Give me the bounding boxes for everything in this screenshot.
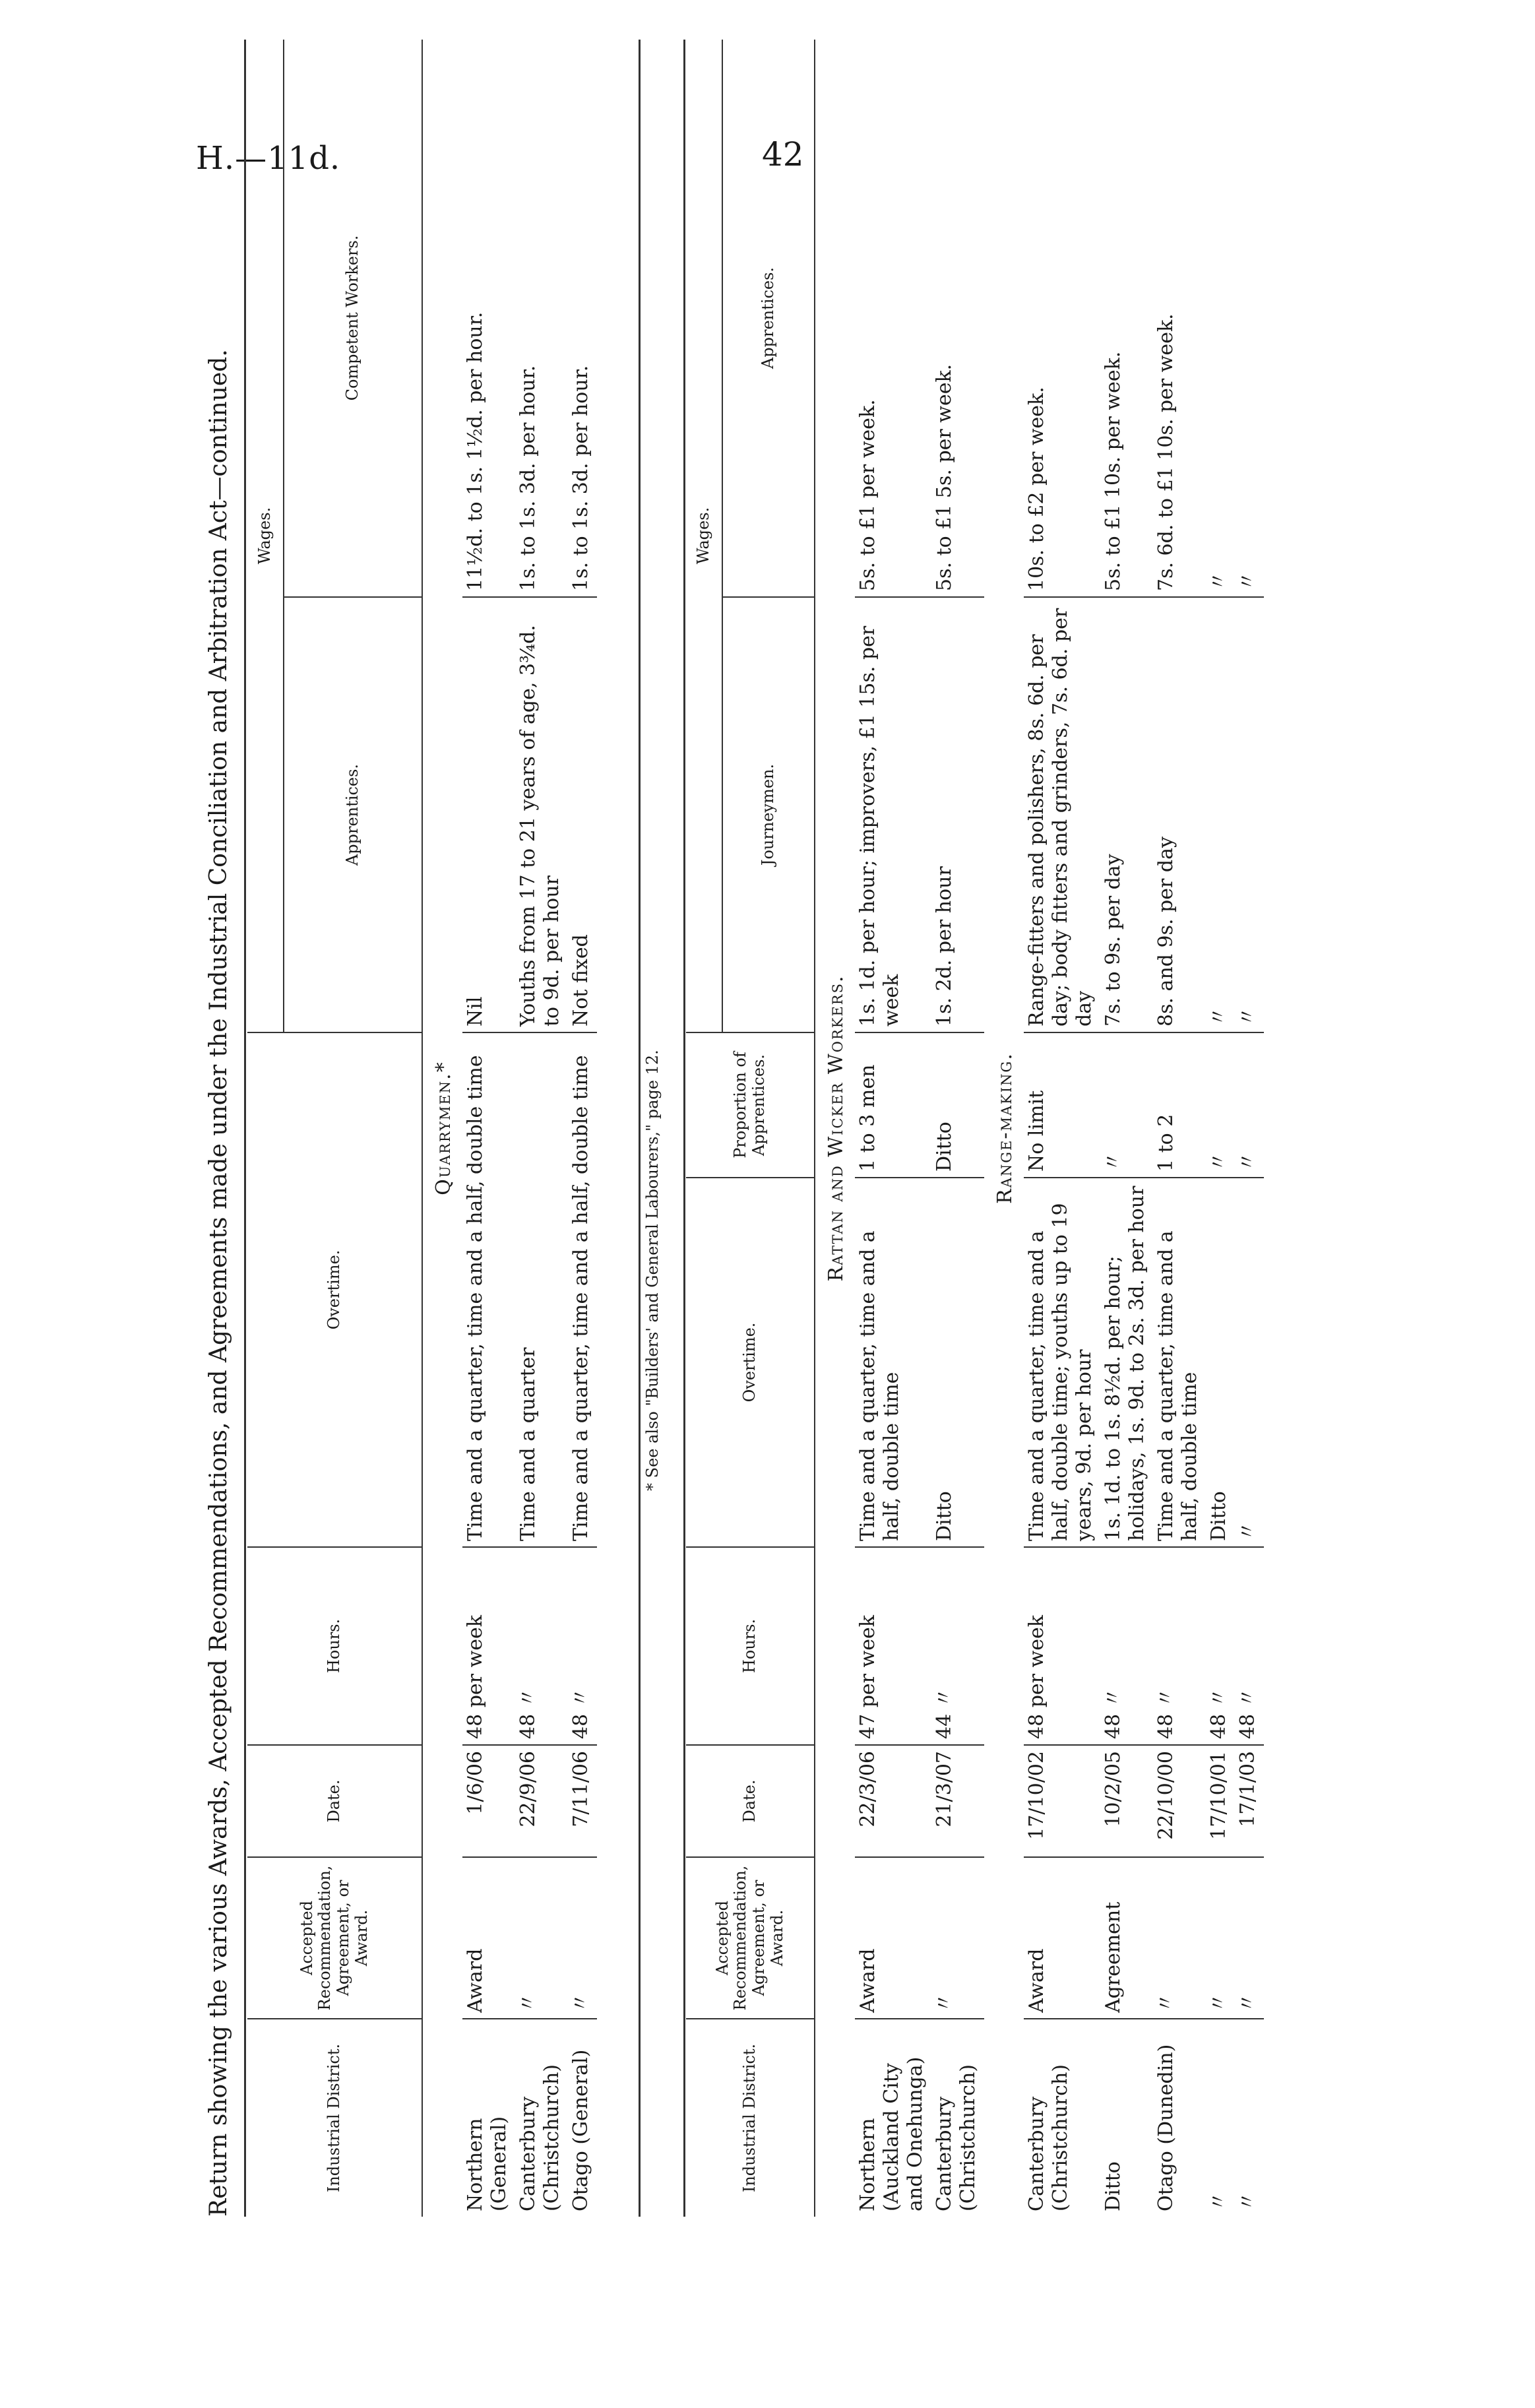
rule [244, 40, 246, 2217]
col-hours: Hours. [686, 1547, 815, 1745]
col-proportion-apprentices: Proportion of Apprentices. [686, 1032, 815, 1178]
col-industrial-district: Industrial District. [686, 2019, 815, 2217]
table-title: Return showing the various Awards, Accepted Recommendations, and Agreements made under the Industrial Conciliation and Arbitration Act—continued. [205, 349, 232, 2217]
table-row: 〃 〃 17/10/01 48 〃 Ditto 〃 〃 〃 [1206, 40, 1235, 2217]
col-apprentices: Apprentices. [284, 597, 422, 1032]
page-number: 42 [762, 135, 804, 174]
table-row: Ditto Agreement 10/2/05 48 〃 1s. 1d. to 1s. 8½d. per hour; holidays, 1s. 9d. to 2s. 3d. per hour 〃 7s. to 9s. per day 5s. to £1 10s. per week. [1100, 40, 1153, 2217]
col-journeymen: Journeymen. [722, 597, 815, 1032]
rattan-range-table [686, 40, 1264, 2217]
table-row: Canterbury (Christchurch) 〃 22/9/06 48 〃 Time and a quarter Youths from 17 to 21 years of age, 3¾d. to 9d. per hour 1s. to 1s. 3d. per hour. [515, 40, 568, 2217]
col-wages: Wages. [686, 40, 722, 1032]
quarrymen-table [247, 40, 597, 2217]
col-kind: Accepted Recommendation, Agreement, or Award. [247, 1857, 422, 2019]
table-row: Northern (General) Award 1/6/06 48 per week Time and a quarter, time and a half, double time Nil 11½d. to 1s. 1½d. per hour. [462, 40, 515, 2217]
col-overtime: Overtime. [686, 1178, 815, 1547]
col-industrial-district: Industrial District. [247, 2019, 422, 2217]
section-rattan-wicker: Rattan and Wicker Workers. [825, 974, 848, 1282]
col-hours: Hours. [247, 1547, 422, 1745]
footnote: * See also "Builders' and General Labourers," page 12. [643, 1050, 662, 1491]
table-row: 〃 〃 17/1/03 48 〃 〃 〃 〃 〃 [1235, 40, 1264, 2217]
section-quarrymen: Quarrymen.* [432, 1061, 455, 1195]
col-competent-workers: Competent Workers. [284, 40, 422, 597]
document-reference: H.—11d. [196, 140, 341, 177]
rule [683, 40, 685, 2217]
rotated-table-sheet [198, 40, 1280, 2217]
col-kind: Accepted Recommendation, Agreement, or Award. [686, 1857, 815, 2019]
col-date: Date. [247, 1745, 422, 1857]
col-overtime: Overtime. [247, 1032, 422, 1547]
col-apprentices: Apprentices. [722, 40, 815, 597]
rule [639, 40, 641, 2217]
table-row: Canterbury (Christchurch) 〃 21/3/07 44 〃 Ditto Ditto 1s. 2d. per hour 5s. to £1 5s. per week. [931, 40, 984, 2217]
table-row: Otago (General) 〃 7/11/06 48 〃 Time and a quarter, time and a half, double time Not fixed 1s. to 1s. 3d. per hour. [568, 40, 597, 2217]
table-row: Canterbury (Christchurch) Award 17/10/02 48 per week Time and a quarter, time and a half, double time; youths up to 19 years, 9d. per hour No limit Range-fitters and polishers, 8s. 6d. per day; body fitters and grinders, 7s. 6d. per day 10s. to £2 per week. [1024, 40, 1100, 2217]
table-row: Northern (Auckland City and Onehunga) Award 22/3/06 47 per week Time and a quarter, time and a half, double time 1 to 3 men 1s. 1d. per hour; improvers, £1 15s. per week 5s. to £1 per week. [855, 40, 931, 2217]
col-wages: Wages. [247, 40, 284, 1032]
table-row: Otago (Dunedin) 〃 22/10/00 48 〃 Time and a quarter, time and a half, double time 1 to 2 8s. and 9s. per day 7s. 6d. to £1 10s. per week. [1153, 40, 1206, 2217]
col-date: Date. [686, 1745, 815, 1857]
section-range-making: Range-making. [993, 1052, 1017, 1204]
